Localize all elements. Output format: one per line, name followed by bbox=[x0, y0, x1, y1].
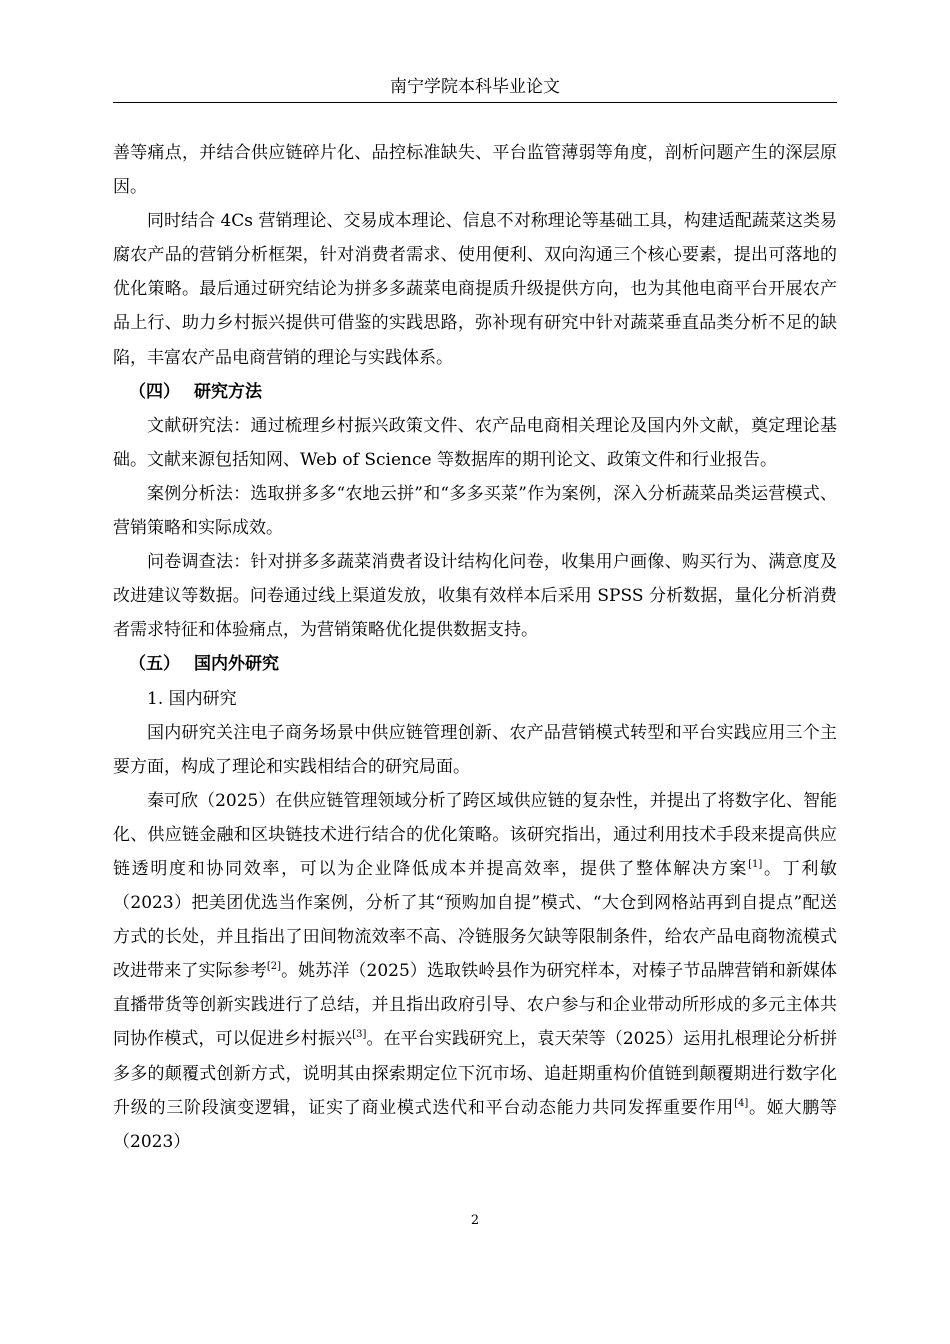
text-run: 秦可欣（2025）在供应链管理领域分析了跨区域供应链的复杂性，并提出了将数字化、智能化、供应链金融和区块链技术进行结合的优化策略。该研究指出，通过利用技术手段来提高供应链透明度和协同效率，可以为企业降低成本并提高效率，提供了整体解决方案 bbox=[113, 790, 837, 879]
section-number: （五） bbox=[129, 654, 180, 675]
section-title: 研究方法 bbox=[194, 381, 262, 402]
section-number: （四） bbox=[129, 381, 180, 402]
citation-ref: [3] bbox=[352, 1029, 367, 1041]
paragraph: 案例分析法：选取拼多多“农地云拼”和“多多买菜”作为案例，深入分析蔬菜品类运营模式、营销策略和实际成效。 bbox=[113, 483, 837, 539]
header-rule bbox=[113, 102, 837, 103]
paragraph: 同时结合 4Cs 营销理论、交易成本理论、信息不对称理论等基础工具，构建适配蔬菜这类易腐农产品的营销分析框架，针对消费者需求、使用便利、双向沟通三个核心要素，提出可落地的优化策略。最后通过研究结论为拼多多蔬菜电商提质升级提供方向，也为其他电商平台开展农产品上行、助力乡村振兴提供可借鉴的实践思路，弥补现有研究中针对蔬菜垂直品类分析不足的缺陷，丰富农产品电商营销的理论与实践体系。 bbox=[113, 211, 837, 368]
text-run: 。在平台实践研究上，袁天荣等（2025）运用扎根理论分析拼多多的颠覆式创新方式，说明其由探索期定位下沉市场、追赶期重构价值链到颠覆期进行数字化升级的三阶段演变逻辑，证实了商业模式迭代和平台动态能力共同发挥重要作用 bbox=[113, 1029, 838, 1118]
paragraph: 文献研究法：通过梳理乡村振兴政策文件、农产品电商相关理论及国内外文献，奠定理论基础。文献来源包括知网、Web of Science 等数据库的期刊论文、政策文件和行业报告。 bbox=[113, 415, 837, 470]
citation-ref: [4] bbox=[734, 1097, 749, 1109]
paragraph bbox=[113, 784, 837, 1159]
text-run: 。丁利敏（2023）把美团优选当作案例，分析了其“预购加自提”模式、“大仓到网格站再到自提点”配送方式的长处，并且指出了田间物流效率不高、冷链服务欠缺等限制条件，给农产品电商物流模式改进带来了实际参考 bbox=[113, 858, 837, 982]
page-number: 2 bbox=[470, 1213, 480, 1228]
citation-ref: [1] bbox=[748, 858, 763, 870]
paragraph: 问卷调查法：针对拼多多蔬菜消费者设计结构化问卷，收集用户画像、购买行为、满意度及改进建议等数据。问卷通过线上渠道发放，收集有效样本后采用 SPSS 分析数据，量化分析消费者需求特征和体验痛点，为营销策略优化提供数据支持。 bbox=[113, 552, 837, 641]
text-run: 。姬大鹏等（2023） bbox=[113, 1097, 838, 1152]
citation-ref: [2] bbox=[266, 961, 281, 973]
paragraph: 善等痛点，并结合供应链碎片化、品控标准缺失、平台监管薄弱等角度，剖析问题产生的深层原因。 bbox=[113, 143, 837, 198]
section-heading-5 bbox=[113, 647, 837, 681]
running-header: 南宁学院本科毕业论文 bbox=[390, 77, 560, 97]
section-heading-4 bbox=[113, 375, 837, 409]
paragraph: 国内研究关注电子商务场景中供应链管理创新、农产品营销模式转型和平台实践应用三个主要方面，构成了理论和实践相结合的研究局面。 bbox=[113, 722, 837, 777]
subsection-heading: 1. 国内研究 bbox=[147, 688, 237, 709]
body-text bbox=[113, 136, 837, 1159]
section-title: 国内外研究 bbox=[194, 654, 279, 675]
text-run: 。姚苏洋（2025）选取铁岭县作为研究样本，对榛子节品牌营销和新媒体直播带货等创新实践进行了总结，并且指出政府引导、农户参与和企业带动所形成的多元主体共同协作模式，可以促进乡村振兴 bbox=[113, 961, 838, 1050]
